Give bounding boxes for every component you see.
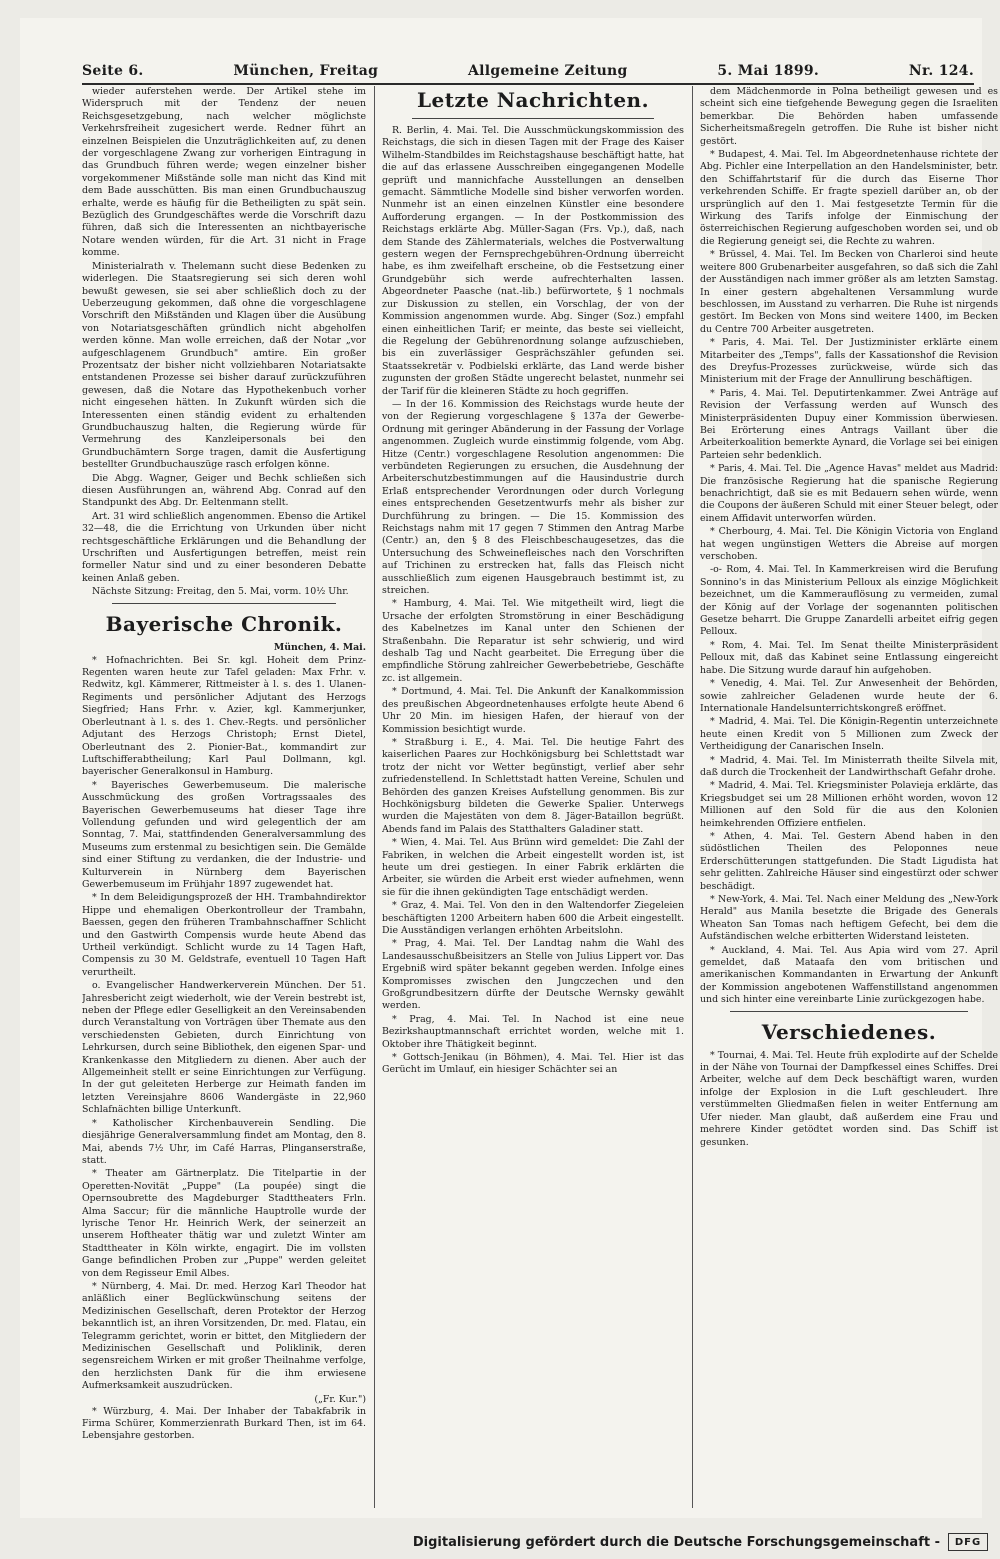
dateline: München, 4. Mai.: [273, 641, 366, 653]
article-paragraph: * Budapest, 4. Mai. Tel. Im Abgeordnetenhause richtete der Abg. Pichler eine Interpellation an den Handelsminister, betr. den Schiffahrtstarif für die durch das Eiserne Thor verkehrenden Schiffe. Er fragte speziell darüber an, ob der ursprünglich auf den 1. Mai festgesetzte Termin für die Wirkung des Tarifs infolge der Einmischung der österreichischen Regierung aufgeschoben worden sei, und ob die Regierung geneigt sei, die Rechte zu wahren.: [700, 149, 998, 247]
issue-number: Nr. 124.: [908, 63, 974, 79]
footer-credit: Digitalisierung gefördert durch die Deutsche Forschungsgemeinschaft -: [412, 1534, 940, 1550]
article-paragraph: * In dem Beleidigungsprozeß der HH. Trambahndirektor Hippe und ehemaligen Oberkontrolleur der Trambahn, Baessen, gegen den früheren Trambahnschaffner Schlicht und den Gastwirth Compensis wurde heute Abend das Urtheil verkündigt. Schlicht wurde zu 14 Tagen Haft, Compensis zu 30 M. Geldstrafe, eventuell 10 Tagen Haft verurtheilt.: [82, 892, 366, 978]
section-title: Verschiedenes.: [761, 1019, 937, 1044]
digitization-footer: [0, 1525, 1000, 1559]
column-2: [382, 86, 684, 1508]
article-paragraph: * Paris, 4. Mai. Tel. Die „Agence Havas" meldet aus Madrid: Die französische Regierung hat die spanische Regierung benachrichtigt, daß sie es mit Bedauern sehen würde, wenn die Coupons der äußeren Schuld mit einer Steuer belegt, oder einem Affidavit unterworfen würden.: [700, 463, 998, 524]
article-paragraph: * Bayerisches Gewerbemuseum. Die malerische Ausschmückung des großen Vortragssaales des Bayerischen Gewerbemuseums hat dieser Tage ihre Vollendung gefunden und wird gelegentlich der am Sonntag, 7. Mai, stattfindenden Generalversammlung des Museums zum erstenmal zu besichtigen sein. Die Gemälde sind einer Stiftung zu verdanken, die der Industrie- und Kulturverein in Nürnberg dem Bayerischen Gewerbemuseum im Frühjahr 1897 zugewendet hat.: [82, 779, 366, 890]
columns: [82, 86, 998, 1508]
article-paragraph: dem Mädchenmorde in Polna betheiligt gewesen und es scheint sich eine tiefgehende Bewegung gegen die Israeliten bemerkbar. Die Behörden haben umfassende Sicherheitsmaßregeln getroffen. Die Ruhe ist bisher nicht gestört.: [700, 86, 998, 147]
article-paragraph: * Madrid, 4. Mai. Tel. Kriegsminister Polavieja erklärte, das Kriegsbudget sei um 28 Millionen erhöht worden, wovon 12 Millionen auf den Sold für die aus den Kolonien heimkehrenden Offiziere entfielen.: [700, 780, 998, 829]
article-paragraph: * Cherbourg, 4. Mai. Tel. Die Königin Victoria von England hat wegen ungünstigen Wetters die Abreise auf morgen verschoben.: [700, 526, 998, 563]
column-1: [82, 86, 366, 1508]
article-paragraph: Die Abgg. Wagner, Geiger und Bechk schließen sich diesen Ausführungen an, während Abg. Conrad auf den Standpunkt des Abg. Dr. Eeltenmann stellt.: [82, 472, 366, 509]
article-paragraph: R. Berlin, 4. Mai. Tel. Die Ausschmückungskommission des Reichstags, die sich in diesen Tagen mit der Frage des Kaiser Wilhelm-Standbildes im Reichstagshause beschäftigt hatte, hat die auf das erlassene Ausschreiben eingegangenen Modelle geprüft und mannichfache Ausstellungen an denselben gemacht. Sämmtliche Modelle sind bisher verworfen worden. Nunmehr ist an einen einzelnen Künstler eine besondere Aufforderung ergangen. — In der Postkommission des Reichstags erklärte Abg. Müller-Sagan (Frs. Vp.), daß, nach dem Stande des Zählermaterials, welches die Postverwaltung gestern wegen der Fernsprechgebühren-Ordnung überreicht habe, es ihm zweifelhaft erscheine, ob die Festsetzung einer Grundgebühr sich werde aufrechterhalten lassen. Abgeordneter Paasche (nat.-lib.) befürwortete, § 1 nochmals zur Diskussion zu stellen, ein Vorschlag, der von der Kommission angenommen wurde. Abg. Singer (Soz.) empfahl einen einheitlichen Tarif; er meinte, das beste sei vielleicht, die Regelung der Gebührenordnung solange aufzuschieben, bis ein zuverlässiger Gesprächszähler gefunden sei. Staatssekretär v. Podbielski erklärte, das Land werde bisher zugunsten der großen Städte ungerecht belastet, nunmehr sei der Tarif für die kleineren Städte zu hoch gegriffen.: [382, 125, 684, 397]
city-day: München, Freitag: [233, 63, 379, 79]
section-title: Letzte Nachrichten.: [416, 88, 650, 112]
header-rule: [82, 83, 974, 85]
article-paragraph: Nächste Sitzung: Freitag, den 5. Mai, vorm. 10½ Uhr.: [92, 586, 349, 598]
article-paragraph: * Brüssel, 4. Mai. Tel. Im Becken von Charleroi sind heute weitere 800 Grubenarbeiter ausgefahren, so daß sich die Zahl der Ausständigen nach immer größer als am letzten Samstag. In einer gestern abgehaltenen Versammlung wurde beschlossen, im Ausstand zu verharren. Die Ruhe ist nirgends gestört. Im Becken von Mons sind weitere 1400, im Becken du Centre 700 Arbeiter ausgetreten.: [700, 249, 998, 335]
issue-date: 5. Mai 1899.: [717, 63, 820, 79]
article-paragraph: wieder auferstehen werde. Der Artikel stehe im Widerspruch mit der Tendenz der neuen Reichsgesetzgebung, nach welcher möglichste Verkehrsfreiheit zugesichert werde. Redner führt an einzelnen Beispielen die Unzuträglichkeiten auf, zu denen der vorgeschlagene Zwang zur vorherigen Eintragung in das Grundbuch führen werde; wegen einzelner bisher vorgekommener Mißstände solle man nicht das Kind mit dem Bade ausschütten. Bis man einen Grundbuchauszug erhalte, werde es häufig für die Betheiligten zu spät sein. Bezüglich des Grundgeschäftes werde die Vorschrift dazu führen, daß sich die Interessenten an nichtbayerische Notare wenden würden, für die Art. 31 nicht in Frage komme.: [82, 86, 366, 259]
article-paragraph: — In der 16. Kommission des Reichstags wurde heute der von der Regierung vorgeschlagene § 137a der Gewerbe-Ordnung mit geringer Abänderung in der Fassung der Vorlage angenommen. Zugleich wurde einstimmig folgende, vom Abg. Hitze (Centr.) vorgeschlagene Resolution angenommen: Die verbündeten Regierungen zu ersuchen, die Ausdehnung der Arbeiterschutzbestimmungen auf die Hausindustrie durch Erlaß entsprechender Verordnungen oder durch Vorlegung eines entsprechenden Gesetzentwurfs mehr als bisher zur Durchführung zu bringen. — Die 15. Kommission des Reichstags nahm mit 17 gegen 7 Stimmen den Antrag Marbe (Centr.) an, den § 8 des Fleischbeschaugesetzes, das die Untersuchung des Schweinefleisches nach den Vorschriften auf Trichinen zu erstrecken hat, falls das Fleisch nicht ausschließlich zum eigenen Hausgebrauch bestimmt ist, zu streichen.: [382, 398, 684, 597]
source-attribution: („Fr. Kur."): [314, 1393, 366, 1405]
article-paragraph: * New-York, 4. Mai. Tel. Nach einer Meldung des „New-York Herald" aus Manila besetzte die Brigade des Generals Wheaton San Tomas nach heftigem Gefecht, bei dem die Aufständischen welche erbitterten Widerstand leisteten.: [700, 894, 998, 943]
column-3: [700, 86, 998, 1508]
article-paragraph: * Rom, 4. Mai. Tel. Im Senat theilte Ministerpräsident Pelloux mit, daß das Kabinet seine Entlassung eingereicht habe. Die Sitzung wurde darauf hin aufgehoben.: [700, 639, 998, 676]
page-header: [82, 60, 974, 82]
section-title: Bayerische Chronik.: [105, 611, 343, 636]
column-divider: [374, 86, 375, 1508]
article-paragraph: * Nürnberg, 4. Mai. Dr. med. Herzog Karl Theodor hat anläßlich einer Beglückwünschung seitens der Medizinischen Gesellschaft, deren Protektor der Herzog bekanntlich ist, an ihren Vorsitzenden, Dr. med. Flatau, ein Telegramm gerichtet, worin er bittet, den Mitgliedern der Medizinischen Gesellschaft und Poliklinik, deren segensreichem Wirken er mit großer Theilnahme verfolge, den herzlichsten Dank für die ihm erwiesene Aufmerksamkeit auszudrücken.: [82, 1280, 366, 1392]
article-paragraph: o. Evangelischer Handwerkerverein München. Der 51. Jahresbericht zeigt wiederholt, wie der Verein bestrebt ist, neben der Pflege edler Geselligkeit an den Vereinsabenden durch Veranstaltung von Vorträgen über Themate aus den verschiedensten Gebieten, durch Einrichtung von Lehrkursen, durch seine Bibliothek, den eigenen Spar- und Krankenkasse den Mitgliedern zu dienen. Aber auch der Allgemeinheit stellt er seine Einrichtungen zur Verfügung. In der gut geleiteten Herberge zur Heimath fanden im letzten Vereinsjahre 8606 Wandergäste in 22,960 Schlafnächten billige Unterkunft.: [82, 980, 366, 1116]
article-paragraph: * Hamburg, 4. Mai. Tel. Wie mitgetheilt wird, liegt die Ursache der erfolgten Stromstörung in einer Beschädigung des Kabelnetzes im Kanal unter den Schienen der Straßenbahn. Die Reparatur ist sehr schwierig, und wird deshalb Tag und Nacht gearbeitet. Die Erregung über die empfindliche Störung zahlreicher Gewerbebetriebe, Geschäfte zc. ist allgemein.: [382, 598, 684, 684]
article-paragraph: * Tournai, 4. Mai. Tel. Heute früh explodirte auf der Schelde in der Nähe von Tournai der Dampfkessel eines Schiffes. Drei Arbeiter, welche auf dem Deck beschäftigt waren, wurden infolge der Explosion in die Luft geschleudert. Ihre verstümmelten Gliedmaßen fielen in weiter Entfernung am Ufer nieder. Man glaubt, daß außerdem eine Frau und mehrere Kinder getödtet worden sind. Das Schiff ist gesunken.: [700, 1049, 998, 1148]
article-paragraph: Art. 31 wird schließlich angenommen. Ebenso die Artikel 32—48, die die Errichtung von Urkunden über nicht rechtsgeschäftliche Erklärungen und die Behandlung der Urschriften und Ausfertigungen betreffen, meist rein formeller Natur sind und zu einer besonderen Debatte keinen Anlaß geben.: [82, 510, 366, 584]
section-rule: [112, 603, 336, 604]
article-paragraph: * Paris, 4. Mai. Tel. Der Justizminister erklärte einem Mitarbeiter des „Temps", falls der Kassationshof die Revision des Dreyfus-Prozesses zurückweise, würde sich das Ministerium mit der Frage der Annullirung beschäftigen.: [700, 337, 998, 386]
article-paragraph: * Auckland, 4. Mai. Tel. Aus Apia wird vom 27. April gemeldet, daß Mataafa den vom britischen und amerikanischen Kommandanten in Erwartung der Ankunft der Kommission angebotenen Waffenstillstand angenommen und sich hinter eine vereinbarte Linie zurückgezogen habe.: [700, 944, 998, 1006]
article-paragraph: * Madrid, 4. Mai. Tel. Im Ministerrath theilte Silvela mit, daß durch die Trockenheit der Landwirthschaft Gefahr drohe.: [700, 754, 998, 778]
section-rule: [730, 1011, 968, 1012]
column-divider: [692, 86, 693, 1508]
article-paragraph: * Athen, 4. Mai. Tel. Gestern Abend haben in den südöstlichen Theilen des Peloponnes neue Erderschütterungen stattgefunden. Die Stadt Ligudista hat sehr gelitten. Zahlreiche Häuser sind eingestürzt oder schwer beschädigt.: [700, 830, 998, 892]
page-number: Seite 6.: [82, 63, 144, 79]
article-paragraph: * Gottsch-Jenikau (in Böhmen), 4. Mai. Tel. Hier ist das Gerücht im Umlauf, ein hiesiger Schächter sei an: [382, 1052, 684, 1076]
article-paragraph: * Venedig, 4. Mai. Tel. Zur Anwesenheit der Behörden, sowie zahlreicher Geladenen wurde heute der 6. Internationale Handelsunterrichtskongreß eröffnet.: [700, 678, 998, 714]
article-paragraph: * Paris, 4. Mai. Tel. Deputirtenkammer. Zwei Anträge auf Revision der Verfassung werden auf Wunsch des Ministerpräsidenten Dupuy einer Kommission überwiesen. Bei Erörterung eines Antrags Vaillant über die Arbeiterkoalition bemerkte Aynard, die Vorlage sei bei einigen Parteien sehr bedenklich.: [700, 387, 998, 461]
article-paragraph: * Katholischer Kirchenbauverein Sendling. Die diesjährige Generalversammlung findet am Montag, den 8. Mai, abends 7½ Uhr, im Café Harras, Plinganserstraße, statt.: [82, 1117, 366, 1166]
newspaper-title: Allgemeine Zeitung: [467, 63, 628, 79]
newspaper-page: [20, 18, 998, 1518]
article-paragraph: * Prag, 4. Mai. Tel. Der Landtag nahm die Wahl des Landesausschußbeisitzers an Stelle von Julius Lippert vor. Das Ergebniß wird später bekannt gegeben werden. Infolge eines Kompromisses zwischen den Jungczechen und den Großgrundbesitzern dürfte der Deutsche Wernsky gewählt werden.: [382, 938, 684, 1012]
article-paragraph: -o- Rom, 4. Mai. Tel. In Kammerkreisen wird die Berufung Sonnino's in das Ministerium Pelloux als einzige Möglichkeit bezeichnet, um die Kammerauflösung zu vermeiden, zumal der König auf der Vorlage der sogenannten politischen Gesetze beharrt. Die Gruppe Zanardelli arbeitet eifrig gegen Pelloux.: [700, 564, 998, 638]
article-paragraph: * Hofnachrichten. Bei Sr. kgl. Hoheit dem Prinz-Regenten waren heute zur Tafel geladen: Max Frhr. v. Redwitz, kgl. Kämmerer, Rittmeister à l. s. des 1. Ulanen-Regiments und persönlicher Adjutant des Herzogs Siegfried; Hans Frhr. v. Azier, kgl. Kammerjunker, Oberleutnant à l. s. des 1. Chev.-Regts. und persönlicher Adjutant des Herzogs Christoph; Ernst Dietel, Oberleutnant des 2. Pionier-Bat., kommandirt zur Luftschifferabtheilung; Karl Paul Dollmann, kgl. bayerischer Generalkonsul in Hamburg.: [82, 654, 366, 778]
article-paragraph: * Straßburg i. E., 4. Mai. Tel. Die heutige Fahrt des kaiserlichen Paares zur Hochkönigsburg bei Schlettstadt war trotz der nicht vor Wetter begünstigt, verlief aber sehr zufriedenstellend. In Schlettstadt hatten Vereine, Schulen und Behörden des ganzen Kreises Aufstellung genommen. Bis zur Hochkönigsburg bildeten die Gewerke Spalier. Unterwegs wurden die Majestäten von dem 8. Jäger-Bataillon begrüßt. Abends fand im Palais des Statthalters Galadiner statt.: [382, 736, 684, 835]
article-paragraph: * Theater am Gärtnerplatz. Die Titelpartie in der Operetten-Novität „Puppe" (La poupée) singt die Opernsoubrette des Magdeburger Stadttheaters Frln. Alma Saccur; für die männliche Hauptrolle wurde der lyrische Tenor Hr. Heinrich Werk, der seinerzeit an unserem Hoftheater thätig war und zuletzt Winter am Stadttheater in Köln wirkte, engagirt. Die im vollsten Gange befindlichen Proben zur „Puppe" werden geleitet von dem Regisseur Emil Albes.: [82, 1168, 366, 1279]
dfg-logo-icon: DFG: [948, 1533, 988, 1551]
article-paragraph: * Graz, 4. Mai. Tel. Von den in den Waltendorfer Ziegeleien beschäftigten 1200 Arbeitern haben 600 die Arbeit eingestellt. Die Ausständigen verlangen erhöhten Arbeitslohn.: [382, 900, 684, 936]
section-rule: [412, 118, 654, 119]
article-paragraph: * Madrid, 4. Mai. Tel. Die Königin-Regentin unterzeichnete heute einen Kredit von 5 Millionen zum Zweck der Vertheidigung der Canarischen Inseln.: [700, 716, 998, 753]
article-paragraph: * Dortmund, 4. Mai. Tel. Die Ankunft der Kanalkommission des preußischen Abgeordnetenhauses erfolgte heute Abend 6 Uhr 20 Min. im hiesigen Hafen, der hierauf von der Kommission besichtigt wurde.: [382, 686, 684, 735]
article-paragraph: * Prag, 4. Mai. Tel. In Nachod ist eine neue Bezirkshauptmannschaft errichtet worden, welche mit 1. Oktober ihre Thätigkeit beginnt.: [382, 1013, 684, 1050]
article-paragraph: * Wien, 4. Mai. Tel. Aus Brünn wird gemeldet: Die Zahl der Fabriken, in welchen die Arbeit eingestellt worden ist, ist heute um drei gestiegen. In einer Fabrik erklärten die Arbeiter, sie würden die Arbeit erst wieder aufnehmen, wenn sie für die ihnen gekündigten Tage entschädigt werden.: [382, 837, 684, 898]
article-paragraph: * Würzburg, 4. Mai. Der Inhaber der Tabakfabrik in Firma Schürer, Kommerzienrath Burkard Then, ist im 64. Lebensjahre gestorben.: [82, 1405, 366, 1442]
article-paragraph: Ministerialrath v. Thelemann sucht diese Bedenken zu widerlegen. Die Staatsregierung sei sich deren wohl bewußt gewesen, sie sei aber schließlich doch zu der Ueberzeugung gekommen, daß ohne die vorgeschlagene Vorschrift den Mißständen und Klagen über die Ausübung von Notariatsgeschäften gründlich nicht abgeholfen werden könne. Man wolle erreichen, daß der Notar „vor aufgeschlagenem Grundbuch" amtire. Ein großer Prozentsatz der bisher nicht vollziehbaren Notariatsakte entstandenen Prozesse sei bisher darauf zurückzuführen gewesen, daß die Notare das Hypothekenbuch vorher nicht eingesehen hätten. In Zukunft würden sich die Interessenten einen ständig evident zu erhaltenden Grundbuchauszug halten, die Regierung würde für Vermehrung des Kanzleipersonals bei den Grundbuchämtern Sorge tragen, damit die Ausfertigung bestellter Grundbuchauszüge rasch erfolgen könne.: [82, 260, 366, 471]
